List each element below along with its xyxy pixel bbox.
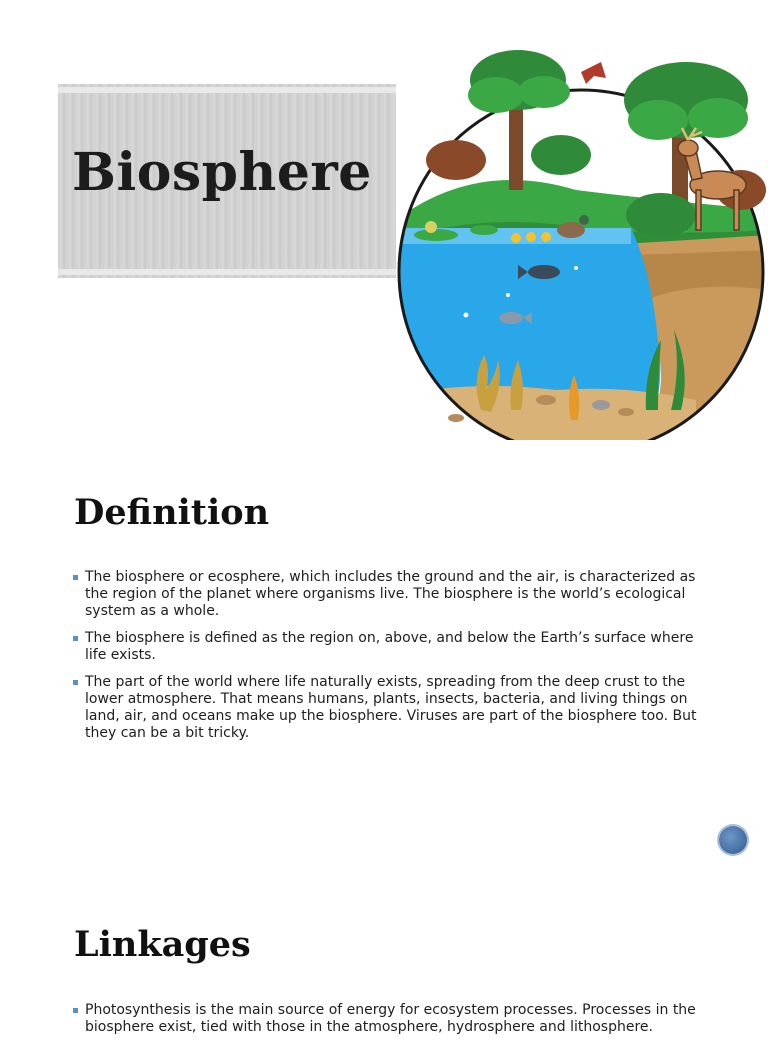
definition-heading: Definition: [74, 492, 270, 533]
linkages-heading: Linkages: [74, 924, 251, 965]
list-item: Photosynthesis is the main source of energy for ecosystem processes. Processes in the biosphere exist, tied with those in the atmosphere, hydrosphere and lithosphere.: [72, 1002, 712, 1036]
circle-nav-icon[interactable]: [719, 826, 747, 854]
list-item: The biosphere or ecosphere, which includes the ground and the air, is characterized as the region of the planet where organisms live. The biosphere is the world’s ecological system as a whole.: [72, 569, 712, 620]
banner-bottom-rule: [58, 269, 396, 275]
title-banner: [58, 84, 396, 278]
banner-top-rule: [58, 87, 396, 93]
page-title: Biosphere: [72, 142, 372, 203]
list-item: The part of the world where life naturally exists, spreading from the deep crust to the lower atmosphere. That means humans, plants, insects, bacteria, and living things on land, air, and oceans make up the biosphere. Viruses are part of the biosphere too. But they can be a bit tricky.: [72, 674, 712, 742]
biosphere-illustration: [396, 40, 768, 440]
linkages-list: [72, 1002, 712, 1046]
definition-list: [72, 569, 712, 752]
list-item: The biosphere is defined as the region on, above, and below the Earth’s surface where life exists.: [72, 630, 712, 664]
